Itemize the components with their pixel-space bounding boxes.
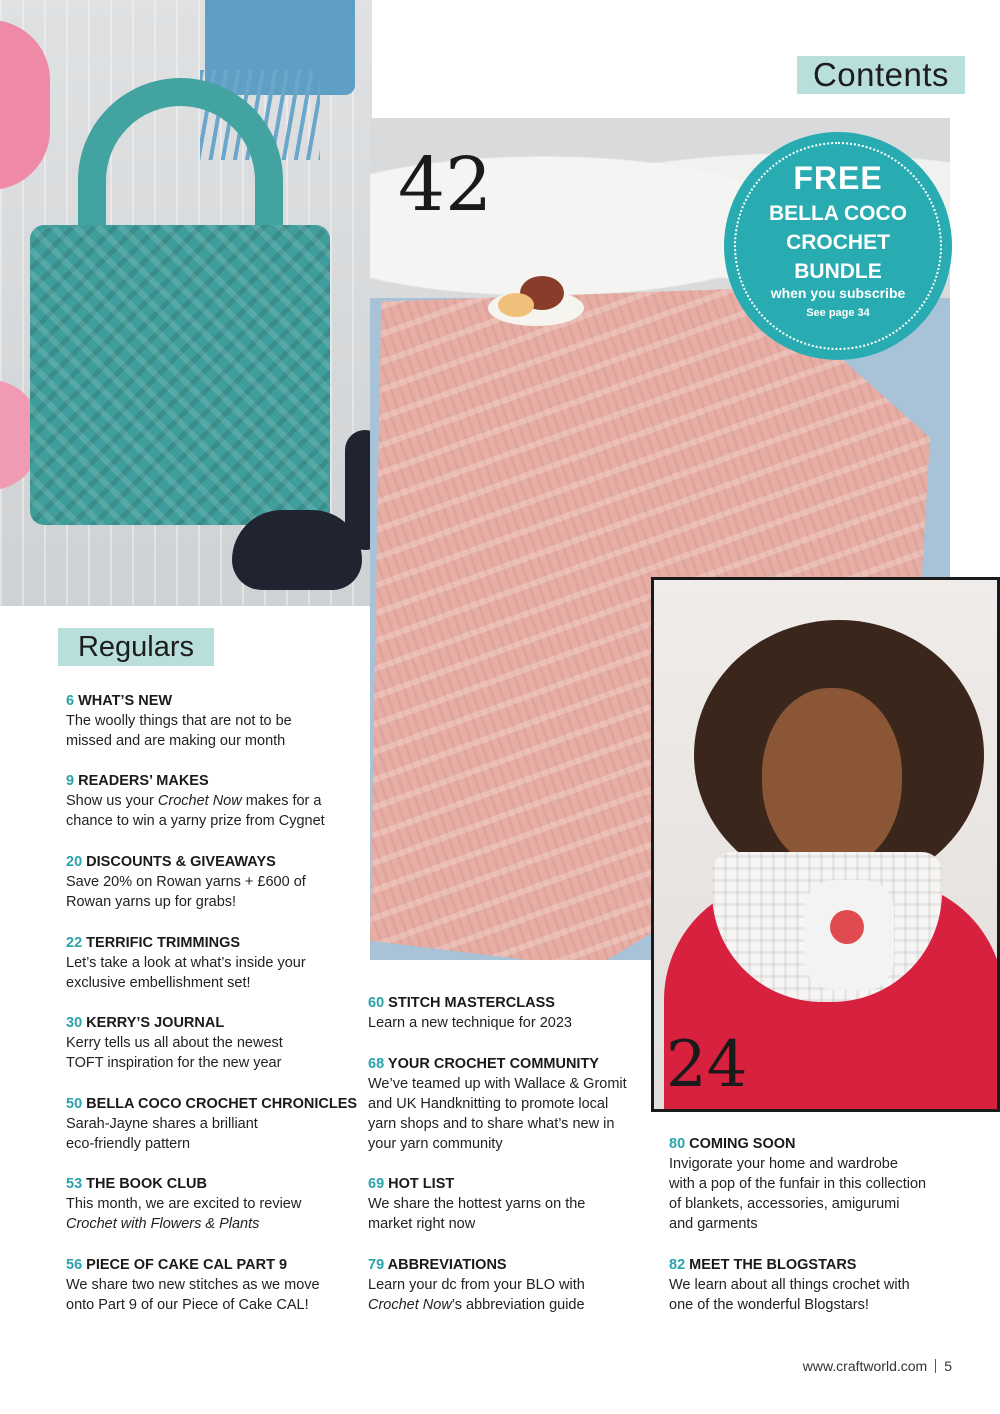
contents-entry[interactable] xyxy=(368,994,658,1033)
footer-url[interactable]: www.craftworld.com xyxy=(802,1358,928,1374)
entry-desc-line: yarn shops and to share what’s new in xyxy=(368,1116,615,1132)
entry-desc-text: Show us your xyxy=(66,793,158,809)
page-footer xyxy=(803,1358,952,1374)
magazine-title: Crochet Now xyxy=(368,1297,452,1313)
entry-title: BELLA COCO CROCHET CHRONICLES xyxy=(86,1096,358,1112)
entry-desc-line: and UK Handknitting to promote local xyxy=(368,1096,609,1112)
entry-page: 79 xyxy=(368,1257,385,1273)
subscription-badge[interactable] xyxy=(727,135,949,357)
entry-desc-line: exclusive embellishment set! xyxy=(66,975,251,991)
entry-page: 69 xyxy=(368,1176,385,1192)
entry-desc-line: and garments xyxy=(669,1216,758,1232)
entry-page: 68 xyxy=(368,1056,385,1072)
entry-title: STITCH MASTERCLASS xyxy=(388,995,555,1011)
entry-page: 9 xyxy=(66,773,75,789)
magazine-title: Crochet Now xyxy=(157,793,242,809)
entry-desc-line: Let’s take a look at what’s inside your xyxy=(66,955,306,971)
book-title: Crochet with Flowers & Plants xyxy=(66,1216,260,1232)
contents-entry[interactable] xyxy=(368,1055,658,1154)
entry-desc-line: Save 20% on Rowan yarns + £600 of xyxy=(66,874,306,890)
entry-desc-line: missed and are making our month xyxy=(66,733,286,749)
footer-divider xyxy=(935,1359,936,1373)
entry-desc-line: We learn about all things crochet with xyxy=(669,1277,910,1293)
entry-page: 53 xyxy=(66,1176,83,1192)
teal-bag xyxy=(30,225,330,525)
contents-entry[interactable] xyxy=(66,692,356,751)
entry-page: 30 xyxy=(66,1015,83,1031)
entry-title: TERRIFIC TRIMMINGS xyxy=(86,935,241,951)
entry-desc-line: your yarn community xyxy=(368,1136,503,1152)
face xyxy=(762,688,902,868)
contents-entry[interactable] xyxy=(66,772,356,831)
entry-title: READERS’ MAKES xyxy=(78,773,209,789)
entry-desc-line: We’ve teamed up with Wallace & Gromit xyxy=(368,1076,627,1092)
contents-entry[interactable] xyxy=(66,1014,356,1073)
doughnut-2 xyxy=(498,293,534,317)
entry-title: MEET THE BLOGSTARS xyxy=(689,1257,857,1273)
entry-desc-line: Sarah-Jayne shares a brilliant xyxy=(66,1116,258,1132)
entry-desc-line: We share two new stitches as we move xyxy=(66,1277,320,1293)
entry-page: 20 xyxy=(66,854,83,870)
entry-desc-line: The woolly things that are not to be xyxy=(66,713,292,729)
entry-title: PIECE OF CAKE CAL PART 9 xyxy=(86,1257,288,1273)
contents-entry[interactable] xyxy=(66,853,356,912)
badge-title xyxy=(727,199,949,286)
entry-page: 50 xyxy=(66,1096,83,1112)
entry-title: YOUR CROCHET COMMUNITY xyxy=(387,1056,599,1072)
entry-page: 56 xyxy=(66,1257,83,1273)
entry-desc-line: TOFT inspiration for the new year xyxy=(66,1055,282,1071)
photo-page-number: 42 xyxy=(398,142,493,228)
entry-title: COMING SOON xyxy=(689,1136,796,1152)
entry-desc-line: Learn a new technique for 2023 xyxy=(368,1015,572,1031)
contents-entry[interactable] xyxy=(66,1256,356,1315)
entry-desc-line: with a pop of the funfair in this collection xyxy=(669,1176,927,1192)
entry-desc-line: one of the wonderful Blogstars! xyxy=(669,1297,869,1313)
entry-desc-text: makes for a xyxy=(241,793,322,809)
entry-desc-line: onto Part 9 of our Piece of Cake CAL! xyxy=(66,1297,309,1313)
badge-free: FREE xyxy=(793,160,883,196)
badge-subtitle: when you subscribe xyxy=(770,285,906,301)
entry-desc-line: market right now xyxy=(368,1216,476,1232)
contents-entry[interactable] xyxy=(669,1256,969,1315)
contents-entry[interactable] xyxy=(66,1175,356,1234)
entry-desc-line: Invigorate your home and wardrobe xyxy=(669,1156,898,1172)
pink-jumper xyxy=(0,20,50,190)
entry-page: 80 xyxy=(669,1136,686,1152)
photo-page-number: 24 xyxy=(666,1028,748,1102)
contents-heading: Contents xyxy=(797,56,965,94)
footer-page-number: 5 xyxy=(944,1358,952,1374)
entry-title: DISCOUNTS & GIVEAWAYS xyxy=(86,854,276,870)
badge-title-line: BUNDLE xyxy=(794,260,882,283)
regulars-heading: Regulars xyxy=(58,628,214,666)
entry-page: 60 xyxy=(368,995,385,1011)
entry-desc-line: eco-friendly pattern xyxy=(66,1136,191,1152)
entry-desc-line: of blankets, accessories, amigurumi xyxy=(669,1196,900,1212)
badge-see-page: See page 34 xyxy=(806,307,870,319)
photo-crochet-bag xyxy=(0,0,372,606)
entry-desc-text: ’s abbreviation guide xyxy=(451,1297,585,1313)
entry-desc-line: Rowan yarns up for grabs! xyxy=(66,894,237,910)
badge-title-line: BELLA COCO xyxy=(768,202,908,225)
contents-entry[interactable] xyxy=(368,1256,658,1315)
entry-desc-line: Kerry tells us all about the newest xyxy=(66,1035,283,1051)
contents-entry[interactable] xyxy=(66,934,356,993)
contents-entry[interactable] xyxy=(66,1095,356,1154)
entry-title: THE BOOK CLUB xyxy=(86,1176,208,1192)
entry-desc-line: We share the hottest yarns on the xyxy=(368,1196,586,1212)
entry-page: 6 xyxy=(66,693,75,709)
badge-title-line: CROCHET xyxy=(786,231,890,254)
flower-motif xyxy=(830,910,864,944)
contents-entry[interactable] xyxy=(368,1175,658,1234)
entry-desc-line: This month, we are excited to review xyxy=(66,1196,302,1212)
entry-title: ABBREVIATIONS xyxy=(387,1257,507,1273)
sneaker xyxy=(232,510,362,590)
sneaker-2 xyxy=(345,430,372,550)
contents-entry[interactable] xyxy=(669,1135,969,1234)
entry-desc-line: chance to win a yarny prize from Cygnet xyxy=(66,813,325,829)
entry-desc-line: Learn your dc from your BLO with xyxy=(368,1277,585,1293)
entry-title: KERRY’S JOURNAL xyxy=(86,1015,225,1031)
entry-page: 82 xyxy=(669,1257,686,1273)
entry-title: HOT LIST xyxy=(388,1176,455,1192)
entry-title: WHAT’S NEW xyxy=(78,693,173,709)
entry-page: 22 xyxy=(66,935,83,951)
